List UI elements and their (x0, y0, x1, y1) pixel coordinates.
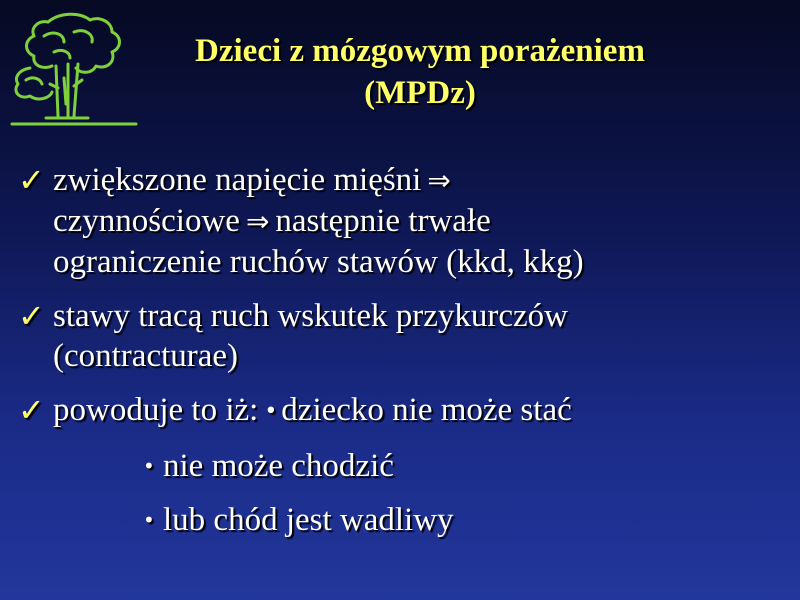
checkmark-icon: ✓ (18, 297, 45, 335)
bullet-icon: • (143, 454, 155, 478)
list-item (18, 296, 788, 376)
checkmark-icon: ✓ (18, 161, 45, 199)
list-item (18, 390, 788, 432)
list-item (18, 160, 788, 282)
item-text: zwiększone napięcie mięśni (53, 162, 422, 198)
bullet-list (18, 160, 788, 540)
item-text: dziecko nie może stać (281, 392, 572, 428)
title-line-1: Dzieci z mózgowym porażeniem (195, 33, 645, 69)
sub-list-item (143, 446, 788, 486)
slide-title (120, 30, 720, 114)
item-text: powoduje to iż: (53, 392, 259, 428)
item-line: ograniczenie ruchów stawów (kkd, kkg) (53, 244, 584, 280)
implies-arrow-icon: ⇒ (427, 164, 451, 197)
implies-arrow-icon: ⇒ (245, 205, 270, 238)
bullet-icon: • (143, 508, 155, 532)
item-line: (contracturae) (53, 338, 239, 374)
title-line-2: (MPDz) (364, 75, 476, 111)
sub-item-text: nie może chodzić (163, 448, 394, 484)
sub-list-item (143, 500, 788, 540)
tree-icon (8, 8, 138, 130)
checkmark-icon: ✓ (18, 391, 45, 429)
bullet-icon: • (264, 399, 278, 424)
sub-item-text: lub chód jest wadliwy (163, 502, 454, 538)
item-text: następnie trwałe (275, 203, 491, 239)
item-text: czynnościowe (53, 203, 240, 239)
item-line: stawy tracą ruch wskutek przykurczów (53, 298, 568, 334)
item-line (53, 201, 788, 242)
item-line (53, 160, 788, 201)
item-line (53, 390, 788, 432)
